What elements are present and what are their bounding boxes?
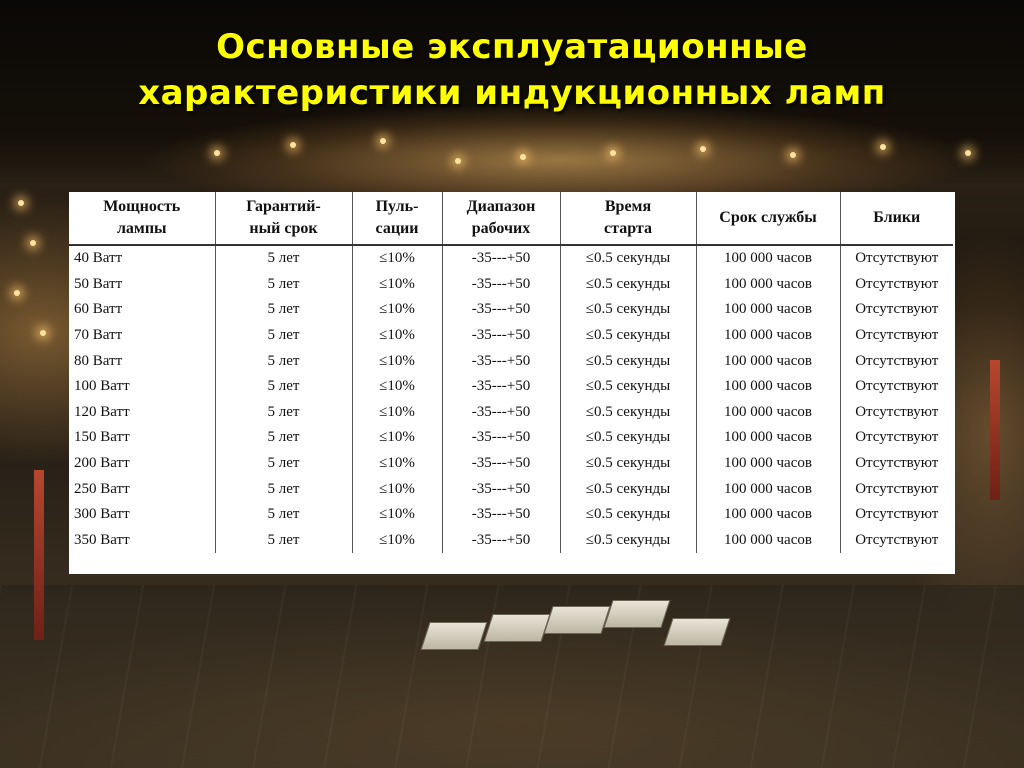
cell-pulsation: ≤10% <box>352 400 442 426</box>
cell-start-time: ≤0.5 секунды <box>560 425 696 451</box>
cell-service-life: 100 000 часов <box>696 528 840 554</box>
cell-range: -35---+50 <box>442 323 560 349</box>
table-row <box>69 323 953 349</box>
cell-start-time: ≤0.5 секунды <box>560 451 696 477</box>
column-header-line: Диапазон <box>466 198 536 215</box>
cell-glare: Отсутствуют <box>855 327 939 344</box>
cell-range: -35---+50 <box>442 400 560 426</box>
light-dot <box>790 152 796 158</box>
cell-pulsation: ≤10% <box>352 476 442 502</box>
cell-glare: Отсутствуют <box>855 378 939 395</box>
cell-range: -35---+50 <box>442 272 560 298</box>
cell-range: -35---+50 <box>442 502 560 528</box>
cell-start-time: ≤0.5 секунды <box>560 400 696 426</box>
cell-glare: Отсутствуют <box>855 506 939 523</box>
cell-pulsation: ≤10% <box>352 297 442 323</box>
column-header-line: Срок службы <box>719 209 817 226</box>
table-row <box>69 528 953 554</box>
cell-service-life: 100 000 часов <box>696 323 840 349</box>
column-header-line: ный срок <box>249 220 318 237</box>
cell-warranty: 5 лет <box>215 374 352 400</box>
terminal-pillar <box>34 470 44 640</box>
apron-area <box>0 585 1024 768</box>
table-body <box>69 245 953 553</box>
header-start-time <box>560 192 696 245</box>
cell-service-life: 100 000 часов <box>696 425 840 451</box>
table-row <box>69 348 953 374</box>
column-header-line: сации <box>375 220 419 237</box>
column-header-line: Блики <box>873 209 921 226</box>
cell-service-life: 100 000 часов <box>696 272 840 298</box>
cell-service-life: 100 000 часов <box>696 297 840 323</box>
bus <box>483 614 550 642</box>
bus <box>603 600 670 628</box>
table-row <box>69 272 953 298</box>
bus <box>663 618 730 646</box>
cell-power: 40 Ватт <box>69 245 215 272</box>
header-pulsation <box>352 192 442 245</box>
cell-warranty: 5 лет <box>215 528 352 554</box>
column-header-line: лампы <box>116 220 167 237</box>
title-line-1: Основные эксплуатационные <box>216 27 808 67</box>
cell-warranty: 5 лет <box>215 502 352 528</box>
cell-warranty: 5 лет <box>215 400 352 426</box>
header-power <box>69 192 215 245</box>
cell-glare: Отсутствуют <box>855 403 939 420</box>
table-row <box>69 297 953 323</box>
cell-range: -35---+50 <box>442 245 560 272</box>
cell-warranty: 5 лет <box>215 348 352 374</box>
header-range <box>442 192 560 245</box>
table-row <box>69 425 953 451</box>
light-dot <box>965 150 971 156</box>
table-row <box>69 451 953 477</box>
light-dot <box>380 138 386 144</box>
cell-power: 100 Ватт <box>69 374 215 400</box>
slide-title <box>0 24 1024 116</box>
cell-pulsation: ≤10% <box>352 348 442 374</box>
cell-glare: Отсутствуют <box>855 352 939 369</box>
cell-glare: Отсутствуют <box>855 480 939 497</box>
cell-service-life: 100 000 часов <box>696 348 840 374</box>
cell-warranty: 5 лет <box>215 323 352 349</box>
column-header-line: Мощность <box>103 198 181 215</box>
column-header-line: Время <box>604 198 652 215</box>
cell-power: 150 Ватт <box>69 425 215 451</box>
cell-pulsation: ≤10% <box>352 245 442 272</box>
cell-pulsation: ≤10% <box>352 451 442 477</box>
table-row <box>69 502 953 528</box>
light-dot <box>214 150 220 156</box>
column-header-line: Пуль- <box>375 198 419 215</box>
cell-glare: Отсутствуют <box>855 531 939 548</box>
cell-power: 250 Ватт <box>69 476 215 502</box>
table-row <box>69 245 953 272</box>
terminal-pillar <box>990 360 1000 500</box>
cell-glare: Отсутствуют <box>855 429 939 446</box>
cell-warranty: 5 лет <box>215 297 352 323</box>
column-header-line: Гарантий- <box>246 198 321 215</box>
cell-warranty: 5 лет <box>215 272 352 298</box>
cell-service-life: 100 000 часов <box>696 476 840 502</box>
cell-power: 70 Ватт <box>69 323 215 349</box>
specs-table <box>69 192 953 553</box>
cell-service-life: 100 000 часов <box>696 245 840 272</box>
cell-glare: Отсутствуют <box>855 455 939 472</box>
header-glare <box>840 192 953 245</box>
cell-range: -35---+50 <box>442 297 560 323</box>
light-dot <box>30 240 36 246</box>
cell-range: -35---+50 <box>442 476 560 502</box>
cell-start-time: ≤0.5 секунды <box>560 297 696 323</box>
cell-pulsation: ≤10% <box>352 502 442 528</box>
cell-range: -35---+50 <box>442 374 560 400</box>
header-warranty <box>215 192 352 245</box>
cell-warranty: 5 лет <box>215 476 352 502</box>
light-dot <box>880 144 886 150</box>
cell-range: -35---+50 <box>442 451 560 477</box>
cell-range: -35---+50 <box>442 348 560 374</box>
light-dot <box>290 142 296 148</box>
table-row <box>69 400 953 426</box>
cell-start-time: ≤0.5 секунды <box>560 348 696 374</box>
bus <box>543 606 610 634</box>
cell-pulsation: ≤10% <box>352 272 442 298</box>
cell-pulsation: ≤10% <box>352 323 442 349</box>
cell-service-life: 100 000 часов <box>696 502 840 528</box>
table-row <box>69 374 953 400</box>
light-dot <box>455 158 461 164</box>
cell-warranty: 5 лет <box>215 425 352 451</box>
cell-power: 350 Ватт <box>69 528 215 554</box>
light-dot <box>610 150 616 156</box>
cell-range: -35---+50 <box>442 528 560 554</box>
cell-start-time: ≤0.5 секунды <box>560 476 696 502</box>
table-row <box>69 476 953 502</box>
light-dot <box>700 146 706 152</box>
light-dot <box>520 154 526 160</box>
light-dot <box>14 290 20 296</box>
cell-start-time: ≤0.5 секунды <box>560 323 696 349</box>
header-service-life <box>696 192 840 245</box>
cell-pulsation: ≤10% <box>352 528 442 554</box>
light-dot <box>18 200 24 206</box>
bus <box>420 622 487 650</box>
light-dot <box>40 330 46 336</box>
cell-start-time: ≤0.5 секунды <box>560 502 696 528</box>
cell-range: -35---+50 <box>442 425 560 451</box>
cell-service-life: 100 000 часов <box>696 374 840 400</box>
cell-warranty: 5 лет <box>215 451 352 477</box>
table-header-row <box>69 192 953 245</box>
cell-service-life: 100 000 часов <box>696 400 840 426</box>
cell-pulsation: ≤10% <box>352 425 442 451</box>
cell-service-life: 100 000 часов <box>696 451 840 477</box>
cell-power: 200 Ватт <box>69 451 215 477</box>
cell-warranty: 5 лет <box>215 245 352 272</box>
cell-start-time: ≤0.5 секунды <box>560 528 696 554</box>
cell-power: 80 Ватт <box>69 348 215 374</box>
cell-start-time: ≤0.5 секунды <box>560 245 696 272</box>
cell-power: 50 Ватт <box>69 272 215 298</box>
cell-glare: Отсутствуют <box>855 250 939 267</box>
cell-glare: Отсутствуют <box>855 301 939 318</box>
column-header-line: рабочих <box>471 220 531 237</box>
cell-glare: Отсутствуют <box>855 275 939 292</box>
specs-table-container <box>69 192 955 574</box>
cell-start-time: ≤0.5 секунды <box>560 374 696 400</box>
column-header-line: старта <box>604 220 652 237</box>
cell-power: 120 Ватт <box>69 400 215 426</box>
cell-power: 300 Ватт <box>69 502 215 528</box>
cell-power: 60 Ватт <box>69 297 215 323</box>
cell-pulsation: ≤10% <box>352 374 442 400</box>
title-line-2: характеристики индукционных ламп <box>138 73 886 113</box>
cell-start-time: ≤0.5 секунды <box>560 272 696 298</box>
